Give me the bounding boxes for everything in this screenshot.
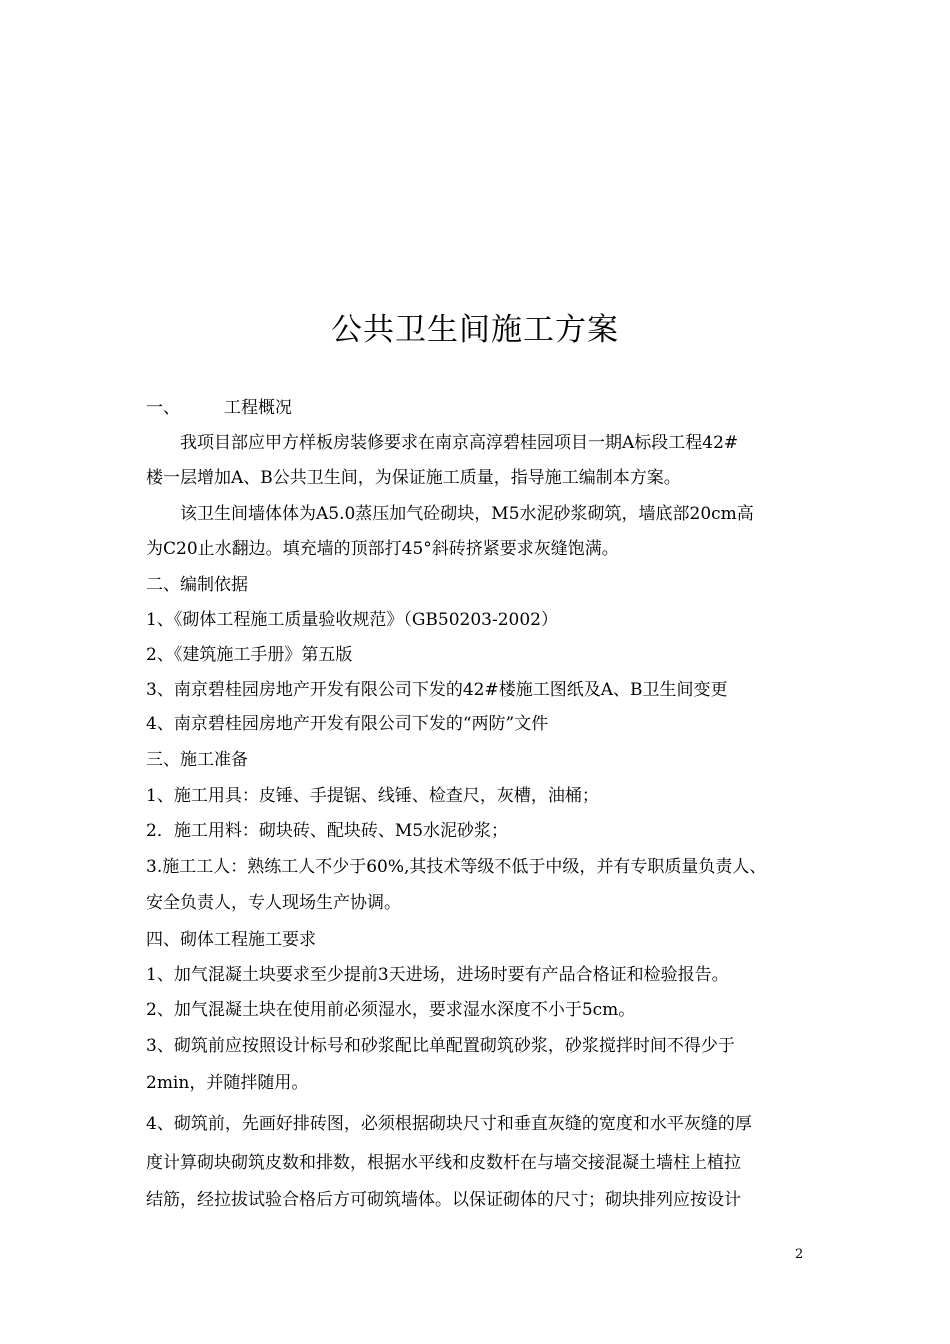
list-item: 2min，并随拌随用。: [146, 1073, 309, 1093]
paragraph-line: 为C20止水翻边。填充墙的顶部打45°斜砖挤紧要求灰缝饱满。: [146, 539, 619, 559]
list-item: 4、南京碧桂园房地产开发有限公司下发的“两防”文件: [146, 714, 549, 734]
document-title: 公共卫生间施工方案: [331, 312, 619, 348]
list-item: 度计算砌块砌筑皮数和排数，根据水平线和皮数杆在与墙交接混凝土墙柱上植拉: [146, 1153, 741, 1173]
section-heading-3: 三、施工准备: [146, 750, 248, 770]
section-number: 一、: [146, 398, 180, 418]
section-title: 工程概况: [224, 398, 292, 418]
list-item: 3、南京碧桂园房地产开发有限公司下发的42#楼施工图纸及A、B卫生间变更: [146, 680, 728, 700]
paragraph-line: 我项目部应甲方样板房装修要求在南京高淳碧桂园项目一期A标段工程42#: [180, 433, 739, 453]
list-item: 2、加气混凝土块在使用前必须湿水，要求湿水深度不小于5cm。: [146, 1000, 636, 1020]
list-item: 安全负责人，专人现场生产协调。: [146, 893, 401, 913]
list-item: 1、《砌体工程施工质量验收规范》（GB50203-2002）: [146, 610, 558, 630]
section-heading-2: 二、编制依据: [146, 575, 248, 595]
list-item: 3、砌筑前应按照设计标号和砂浆配比单配置砌筑砂浆，砂浆搅拌时间不得少于: [146, 1036, 735, 1056]
list-item: 2．施工用料：砌块砖、配块砖、M5水泥砂浆；: [146, 821, 509, 841]
section-heading-4: 四、砌体工程施工要求: [146, 930, 316, 950]
list-item: 3.施工工人：熟练工人不少于60%,其技术等级不低于中级，并有专职质量负责人、: [146, 857, 767, 877]
paragraph-line: 该卫生间墙体体为A5.0蒸压加气砼砌块，M5水泥砂浆砌筑，墙底部20cm高: [180, 504, 754, 524]
paragraph-line: 楼一层增加A、B公共卫生间，为保证施工质量，指导施工编制本方案。: [146, 468, 681, 488]
list-item: 2、《建筑施工手册》第五版: [146, 645, 353, 665]
list-item: 1、施工用具：皮锤、手提锯、线锤、检查尺，灰槽，油桶；: [146, 786, 599, 806]
list-item: 结筋，经拉拔试验合格后方可砌筑墙体。以保证砌体的尺寸；砌块排列应按设计: [146, 1190, 741, 1210]
section-heading-1: [146, 396, 292, 420]
list-item: 1、加气混凝土块要求至少提前3天进场，进场时要有产品合格证和检验报告。: [146, 965, 729, 985]
page-number: 2: [795, 1247, 804, 1262]
list-item: 4、砌筑前，先画好排砖图，必须根据砌块尺寸和垂直灰缝的宽度和水平灰缝的厚: [146, 1114, 752, 1134]
